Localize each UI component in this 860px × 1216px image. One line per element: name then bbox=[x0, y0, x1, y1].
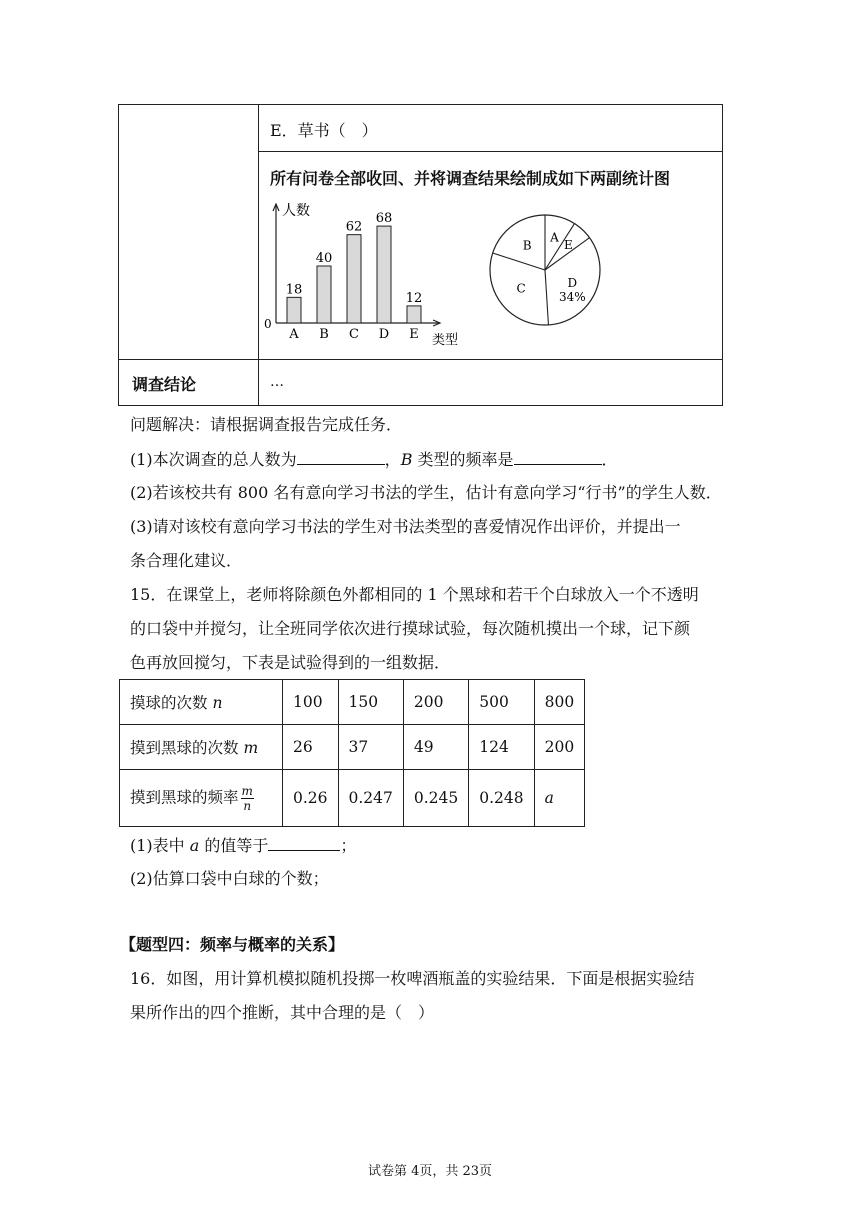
table-cell: 0.248 bbox=[469, 770, 534, 827]
slice-label: E bbox=[563, 238, 573, 253]
data-label: 62 bbox=[345, 219, 363, 235]
problem-15-line-2: 的口袋中并搅匀，让全班同学依次进行摸球试验，每次随机摸出一个球，记下颜 bbox=[130, 619, 691, 638]
table-cell: 500 bbox=[469, 680, 534, 725]
slice-label: A bbox=[550, 230, 559, 245]
table-cell: 150 bbox=[338, 680, 403, 725]
row-header: 摸到黑球的次数 m bbox=[120, 725, 283, 770]
fraction: $\frac{m}{n}$ bbox=[241, 783, 253, 813]
conclusion-value: … bbox=[270, 374, 284, 390]
section-heading: 【题型四：频率与概率的关系】 bbox=[120, 935, 345, 954]
x-axis-label: 类型 bbox=[432, 333, 459, 348]
row-header: 摸球的次数 n bbox=[120, 680, 283, 725]
bar bbox=[347, 235, 361, 323]
tick-label: B bbox=[319, 327, 329, 342]
option-e: E．草书（ ） bbox=[270, 121, 378, 140]
problem-15-line-1: 15．在课堂上，老师将除颜色外都相同的 1 个黑球和若干个白球放入一个不透明 bbox=[130, 585, 699, 604]
bar bbox=[317, 266, 331, 323]
question-1 bbox=[130, 448, 618, 471]
problem-15-line-3: 色再放回搅匀，下表是试验得到的一组数据． bbox=[130, 653, 451, 672]
bar bbox=[407, 306, 421, 323]
table-cell: a bbox=[534, 770, 585, 827]
data-label: 68 bbox=[375, 211, 393, 227]
tick-label: A bbox=[289, 327, 299, 342]
chart-description: 所有问卷全部收回、并将调查结果绘制成如下两副统计图 bbox=[270, 169, 671, 188]
table-cell: 0.26 bbox=[283, 770, 339, 827]
conclusion-label: 调查结论 bbox=[132, 375, 197, 394]
bar-chart bbox=[260, 196, 480, 351]
survey-table-rule bbox=[118, 359, 723, 360]
table-cell: 200 bbox=[403, 680, 468, 725]
table-cell: 100 bbox=[283, 680, 339, 725]
table-row bbox=[120, 725, 585, 770]
sub-question-2: (2)估算口袋中白球的个数； bbox=[130, 869, 329, 888]
survey-table-rule bbox=[258, 151, 723, 152]
slice-label: D bbox=[567, 275, 578, 290]
table-cell: 124 bbox=[469, 725, 534, 770]
page-footer: 试卷第 4页，共 23页 bbox=[367, 1164, 493, 1179]
question-2: (2)若该校共有 800 名有意向学习书法的学生，估计有意向学习“行书”的学生人数． bbox=[130, 483, 722, 502]
problem-16-line-2: 果所作出的四个推断，其中合理的是（ ） bbox=[130, 1003, 435, 1022]
problem-16-line-1: 16．如图，用计算机模拟随机投掷一枚啤酒瓶盖的实验结果．下面是根据实验结 bbox=[130, 969, 695, 988]
table-cell: 49 bbox=[403, 725, 468, 770]
bar bbox=[287, 297, 301, 323]
survey-table-divider bbox=[258, 104, 259, 406]
row-header: 摸到黑球的频率 $\frac{m}{n}$ bbox=[120, 770, 283, 827]
pie-chart bbox=[488, 210, 608, 330]
table-cell: 37 bbox=[338, 725, 403, 770]
table-cell: 200 bbox=[534, 725, 585, 770]
data-label: 18 bbox=[285, 282, 303, 298]
q1-end: ． bbox=[601, 450, 618, 469]
data-label: 12 bbox=[405, 290, 423, 306]
sub-question-1: (1)表中 a 的值等于 ； bbox=[130, 836, 357, 855]
slice-label: B bbox=[522, 238, 532, 253]
answer-blank bbox=[297, 448, 385, 465]
slice-percent: 34% bbox=[559, 289, 586, 304]
experiment-table bbox=[119, 679, 585, 827]
origin-label: 0 bbox=[264, 317, 272, 331]
q1-var-b: B bbox=[400, 450, 413, 469]
question-3-line-1: (3)请对该校有意向学习书法的学生对书法类型的喜爱情况作出评价，并提出一 bbox=[130, 517, 681, 536]
table-cell: 800 bbox=[534, 680, 585, 725]
q1-text: (1)本次调查的总人数为 bbox=[130, 450, 297, 469]
answer-blank bbox=[268, 834, 340, 851]
answer-blank bbox=[514, 448, 602, 465]
q1-comma: ， bbox=[384, 450, 401, 469]
tick-label: D bbox=[378, 327, 390, 342]
tick-label: C bbox=[349, 327, 359, 342]
bar bbox=[377, 226, 391, 323]
data-label: 40 bbox=[315, 251, 333, 266]
question-3-line-2: 条合理化建议． bbox=[130, 551, 243, 570]
slice-label: C bbox=[516, 281, 526, 296]
table-row bbox=[120, 680, 585, 725]
y-axis-label: 人数 bbox=[282, 203, 310, 219]
tick-label: E bbox=[409, 327, 419, 342]
q1-text-2: 类型的频率是 bbox=[412, 450, 514, 469]
table-cell: 0.245 bbox=[403, 770, 468, 827]
problem-intro: 问题解决：请根据调查报告完成任务． bbox=[130, 415, 403, 434]
table-row bbox=[120, 770, 585, 827]
table-cell: 26 bbox=[283, 725, 339, 770]
table-cell: 0.247 bbox=[338, 770, 403, 827]
